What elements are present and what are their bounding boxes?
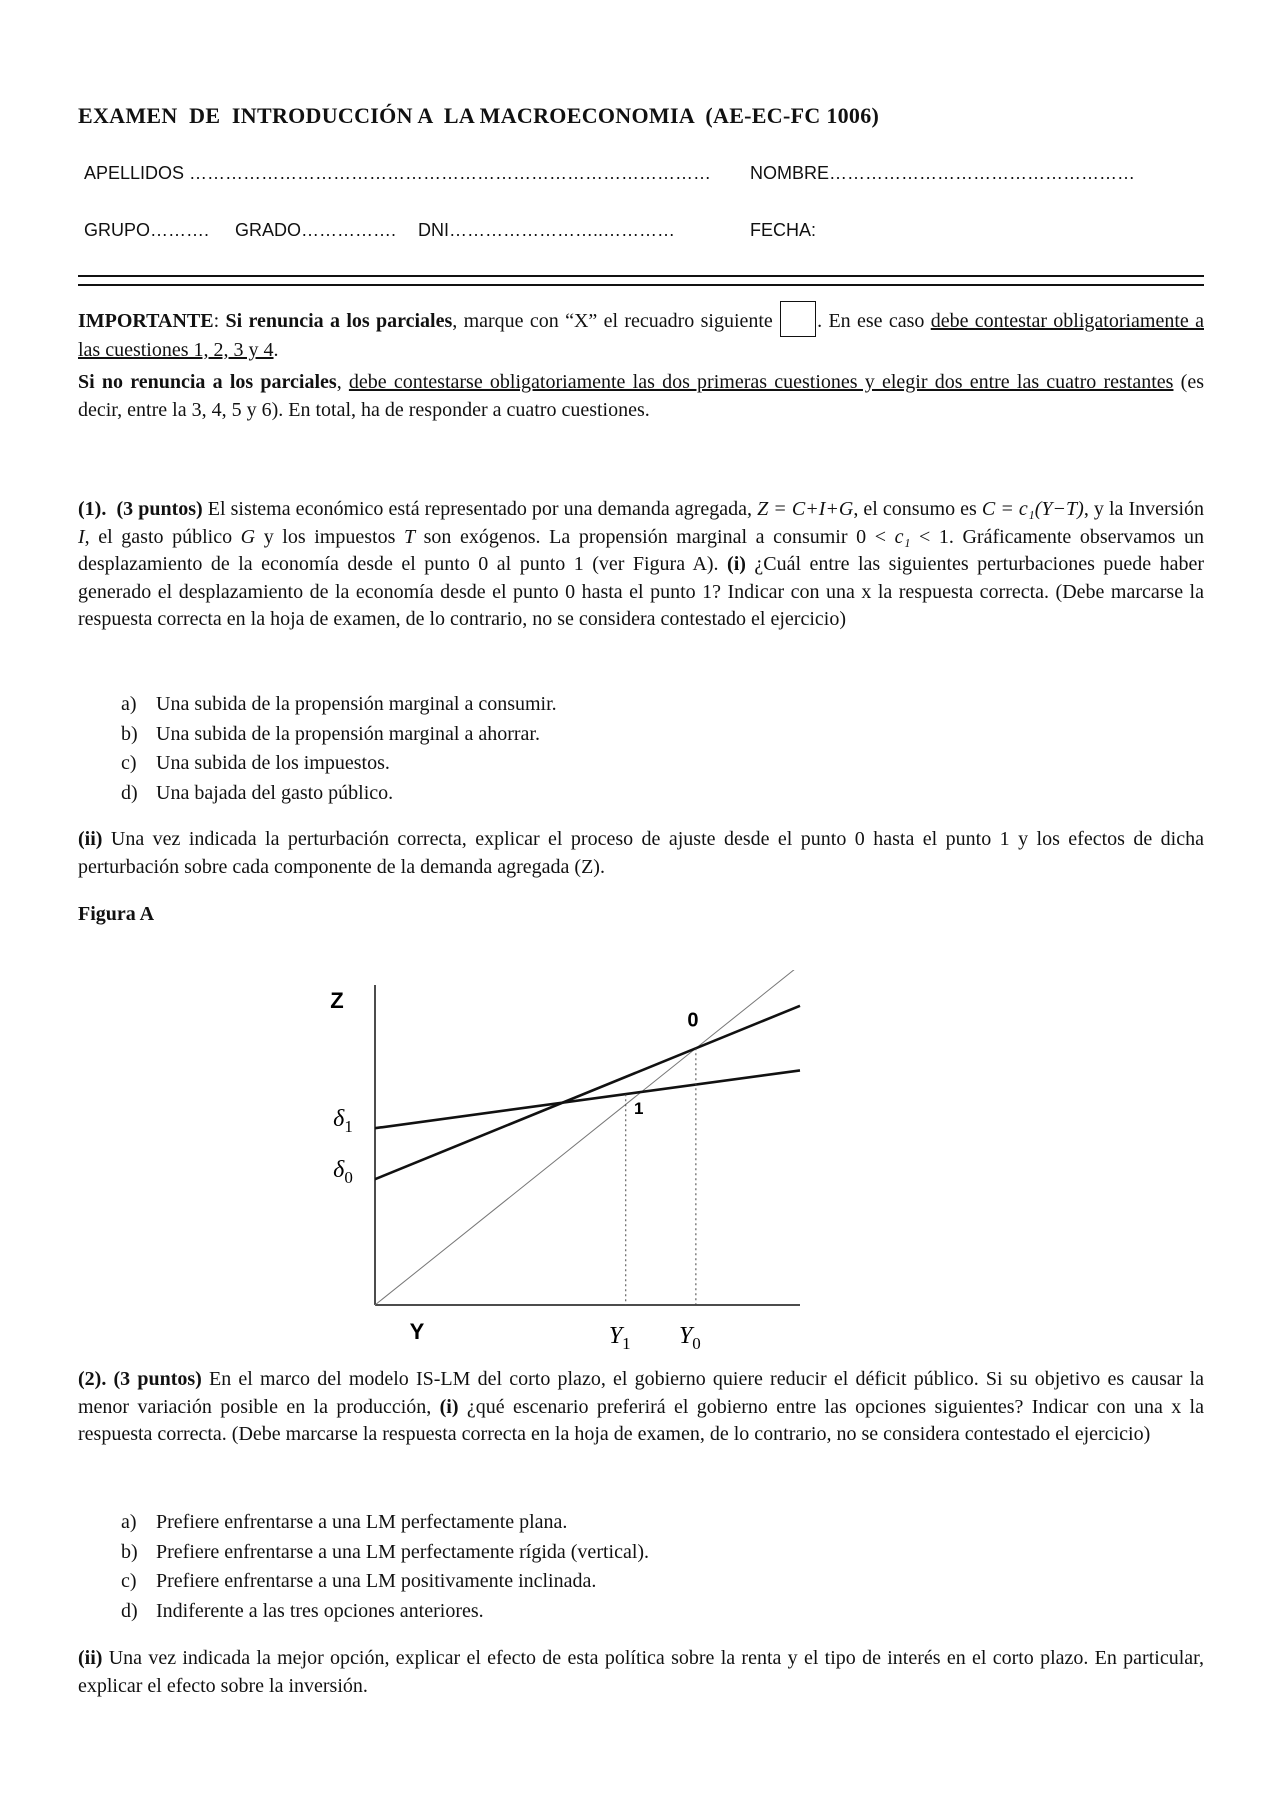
- y-tick-label-0: $\delta_1$: [333, 1106, 353, 1137]
- nombre-field[interactable]: NOMBRE……………………………………………: [750, 163, 1136, 183]
- instructions-renuncia: IMPORTANTE: Si renuncia a los parciales, marque con “X” el recuadro siguiente . En ese caso debe contestar obligatoriamente a las cuestiones 1, 2, 3 y 4.: [78, 301, 1204, 365]
- apellidos-field[interactable]: APELLIDOS ……………………………………………………………………………: [84, 163, 712, 183]
- x-tick-label-0: $Y_1$: [609, 1323, 631, 1350]
- question-2-part-ii: (ii) Una vez indicada la mejor opción, explicar el efecto de esta política sobre la renta y el tipo de interés en el corto plazo. En particular, explicar el efecto sobre la inversión.: [78, 1647, 1204, 1697]
- question-2-option-b[interactable]: b) Prefiere enfrentarse a una LM perfectamente rígida (vertical).: [121, 1540, 650, 1563]
- grado-field[interactable]: GRADO…………….: [235, 220, 397, 240]
- series-line-2: [375, 1070, 800, 1128]
- grupo-field[interactable]: GRUPO……….: [84, 220, 210, 240]
- renuncia-checkbox[interactable]: [780, 301, 816, 337]
- question-1-option-a[interactable]: a) Una subida de la propensión marginal a consumir.: [121, 693, 557, 715]
- figure-a-chart: [300, 970, 820, 1350]
- question-2-option-a[interactable]: a) Prefiere enfrentarse a una LM perfectamente plana.: [121, 1511, 568, 1533]
- divider-bottom: [78, 284, 1204, 286]
- important-label: IMPORTANTE: [78, 310, 214, 332]
- divider-top: [78, 275, 1204, 277]
- question-2-options: [121, 1508, 649, 1626]
- x-tick-sub-0: 1: [622, 1334, 631, 1350]
- question-1-option-d[interactable]: d) Una bajada del gasto público.: [121, 781, 394, 804]
- question-2-points: (3 puntos): [113, 1368, 202, 1390]
- x-axis-label: Y: [409, 1319, 425, 1344]
- exam-title: EXAMEN DE INTRODUCCIÓN A LA MACROECONOMIA (AE-EC-FC 1006): [78, 103, 880, 128]
- fecha-field[interactable]: FECHA:: [750, 220, 817, 240]
- series-line-0: [375, 970, 800, 1305]
- question-2-number: (2).: [78, 1368, 107, 1390]
- point-label-0: 0: [687, 1009, 699, 1032]
- question-2-text: (2). (3 puntos) En el marco del modelo IS-LM del corto plazo, el gobierno quiere reducir el déficit público. Si su objetivo es causar la menor variación posible en la producción, (i) ¿qué escenario preferirá el gobierno entre las opciones siguientes? Indicar con una x la respuesta correcta. (Debe marcarse la respuesta correcta en la hoja de examen, de lo contrario, no se considera contestado el ejercicio): [78, 1368, 1205, 1445]
- y-tick-label-1: $\delta_0$: [333, 1157, 353, 1188]
- question-1-number: (1).: [78, 498, 107, 520]
- question-2-option-c[interactable]: c) Prefiere enfrentarse a una LM positivamente inclinada.: [121, 1570, 597, 1592]
- x-tick-label-1: $Y_0$: [679, 1323, 701, 1350]
- question-1-part-ii: (ii) Una vez indicada la perturbación correcta, explicar el proceso de ajuste desde el punto 0 hasta el punto 1 y los efectos de dicha perturbación sobre cada componente de la demanda agregada (Z).: [78, 828, 1204, 878]
- y-axis-label: Z: [330, 988, 344, 1013]
- question-1-text: (1). (3 puntos) El sistema económico está representado por una demanda agregada, Z = C+I+G, el consumo es C = c₁(Y−T), y la Inversión I, el gasto público G y los impuestos T son exógenos. La propensión marginal a consumir 0 < c₁ < 1. Gráficamente observamos un desplazamiento de la economía desde el punto 0 al punto 1 (ver Figura A). (i) ¿Cuál entre las siguientes perturbaciones puede haber generado el desplazamiento de la economía desde el punto 0 hasta el punto 1? Indicar con una x la respuesta correcta. (Debe marcarse la respuesta correcta en la hoja de examen, de lo contrario, no se considera contestado el ejercicio): [78, 498, 1205, 630]
- y-tick-sub-1: 0: [344, 1168, 353, 1188]
- question-1-options: [121, 690, 557, 808]
- series-line-1: [375, 1006, 800, 1179]
- question-1-option-b[interactable]: b) Una subida de la propensión marginal a ahorrar.: [121, 722, 540, 745]
- figure-a-label: Figura A: [78, 903, 155, 925]
- question-1-points: (3 puntos): [116, 498, 203, 520]
- question-2-option-d[interactable]: d) Indiferente a las tres opciones anteriores.: [121, 1599, 484, 1622]
- point-label-1: 1: [634, 1099, 644, 1119]
- x-tick-sub-1: 0: [692, 1334, 701, 1350]
- y-tick-sub-0: 1: [344, 1117, 353, 1137]
- dni-field[interactable]: DNI……………………..…………: [418, 220, 676, 240]
- question-1-option-c[interactable]: c) Una subida de los impuestos.: [121, 752, 390, 774]
- instructions-no-renuncia: Si no renuncia a los parciales, debe contestarse obligatoriamente las dos primeras cuestiones y elegir dos entre las cuatro restantes (es decir, entre la 3, 4, 5 y 6). En total, ha de responder a cuatro cuestiones.: [78, 371, 1204, 421]
